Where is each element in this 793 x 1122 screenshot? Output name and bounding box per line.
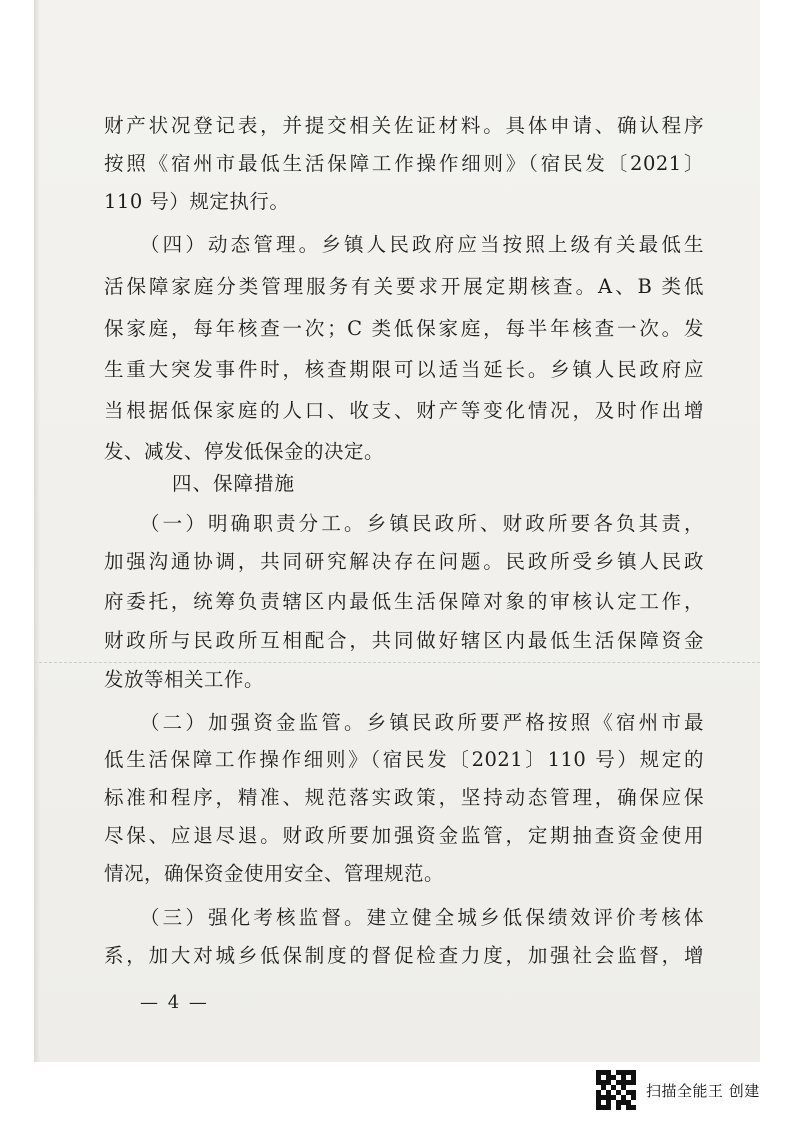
text-line: 财产状况登记表，并提交相关佐证材料。具体申请、确认程序 bbox=[104, 114, 704, 137]
text-line: 财政所与民政所互相配合，共同做好辖区内最低生活保障资金 bbox=[104, 629, 704, 652]
text-line: 加强沟通协调，共同研究解决存在问题。民政所受乡镇人民政 bbox=[104, 550, 704, 573]
text-line: 情况，确保资金使用安全、管理规范。 bbox=[104, 862, 445, 885]
text-line: 发、减发、停发低保金的决定。 bbox=[104, 440, 385, 463]
text-line: 活保障家庭分类管理服务有关要求开展定期核查。A、B 类低 bbox=[104, 275, 704, 298]
text-line: 低生活保障工作操作细则》（宿民发〔2021〕110 号）规定的 bbox=[104, 748, 704, 771]
text-line: 保家庭，每年核查一次；C 类低保家庭，每半年核查一次。发 bbox=[104, 317, 704, 340]
page-number: — 4 — bbox=[140, 992, 209, 1013]
paragraph-start: （一）明确职责分工。乡镇民政所、财政所要各负其责， bbox=[140, 512, 704, 535]
text-line: 府委托，统筹负责辖区内最低生活保障对象的审核认定工作， bbox=[104, 590, 704, 613]
text-line: 按照《宿州市最低生活保障工作操作细则》（宿民发〔2021〕 bbox=[104, 152, 704, 175]
text-line: 系，加大对城乡低保制度的督促检查力度，加强社会监督，增 bbox=[104, 944, 704, 967]
text-line: 当根据低保家庭的人口、收支、财产等变化情况，及时作出增 bbox=[104, 399, 704, 422]
text-line: 发放等相关工作。 bbox=[104, 668, 265, 691]
text-line: 尽保、应退尽退。财政所要加强资金监管，定期抽查资金使用 bbox=[104, 824, 704, 847]
text-line: 标准和程序，精准、规范落实政策，坚持动态管理，确保应保 bbox=[104, 786, 704, 809]
paragraph-start: （四）动态管理。乡镇人民政府应当按照上级有关最低生 bbox=[140, 233, 704, 256]
text-line: 110 号）规定执行。 bbox=[104, 190, 290, 213]
text-line: 生重大突发事件时，核查期限可以适当延长。乡镇人民政府应 bbox=[104, 358, 704, 381]
qr-code-icon bbox=[596, 1070, 636, 1110]
section-heading: 四、保障措施 bbox=[172, 472, 296, 495]
brand-text: 扫描全能王 创建 bbox=[646, 1081, 760, 1100]
scanner-watermark bbox=[596, 1068, 760, 1112]
fold-line bbox=[34, 662, 760, 663]
paragraph-start: （二）加强资金监管。乡镇民政所要严格按照《宿州市最 bbox=[140, 711, 704, 734]
paragraph-start: （三）强化考核监督。建立健全城乡低保绩效评价考核体 bbox=[140, 906, 704, 929]
